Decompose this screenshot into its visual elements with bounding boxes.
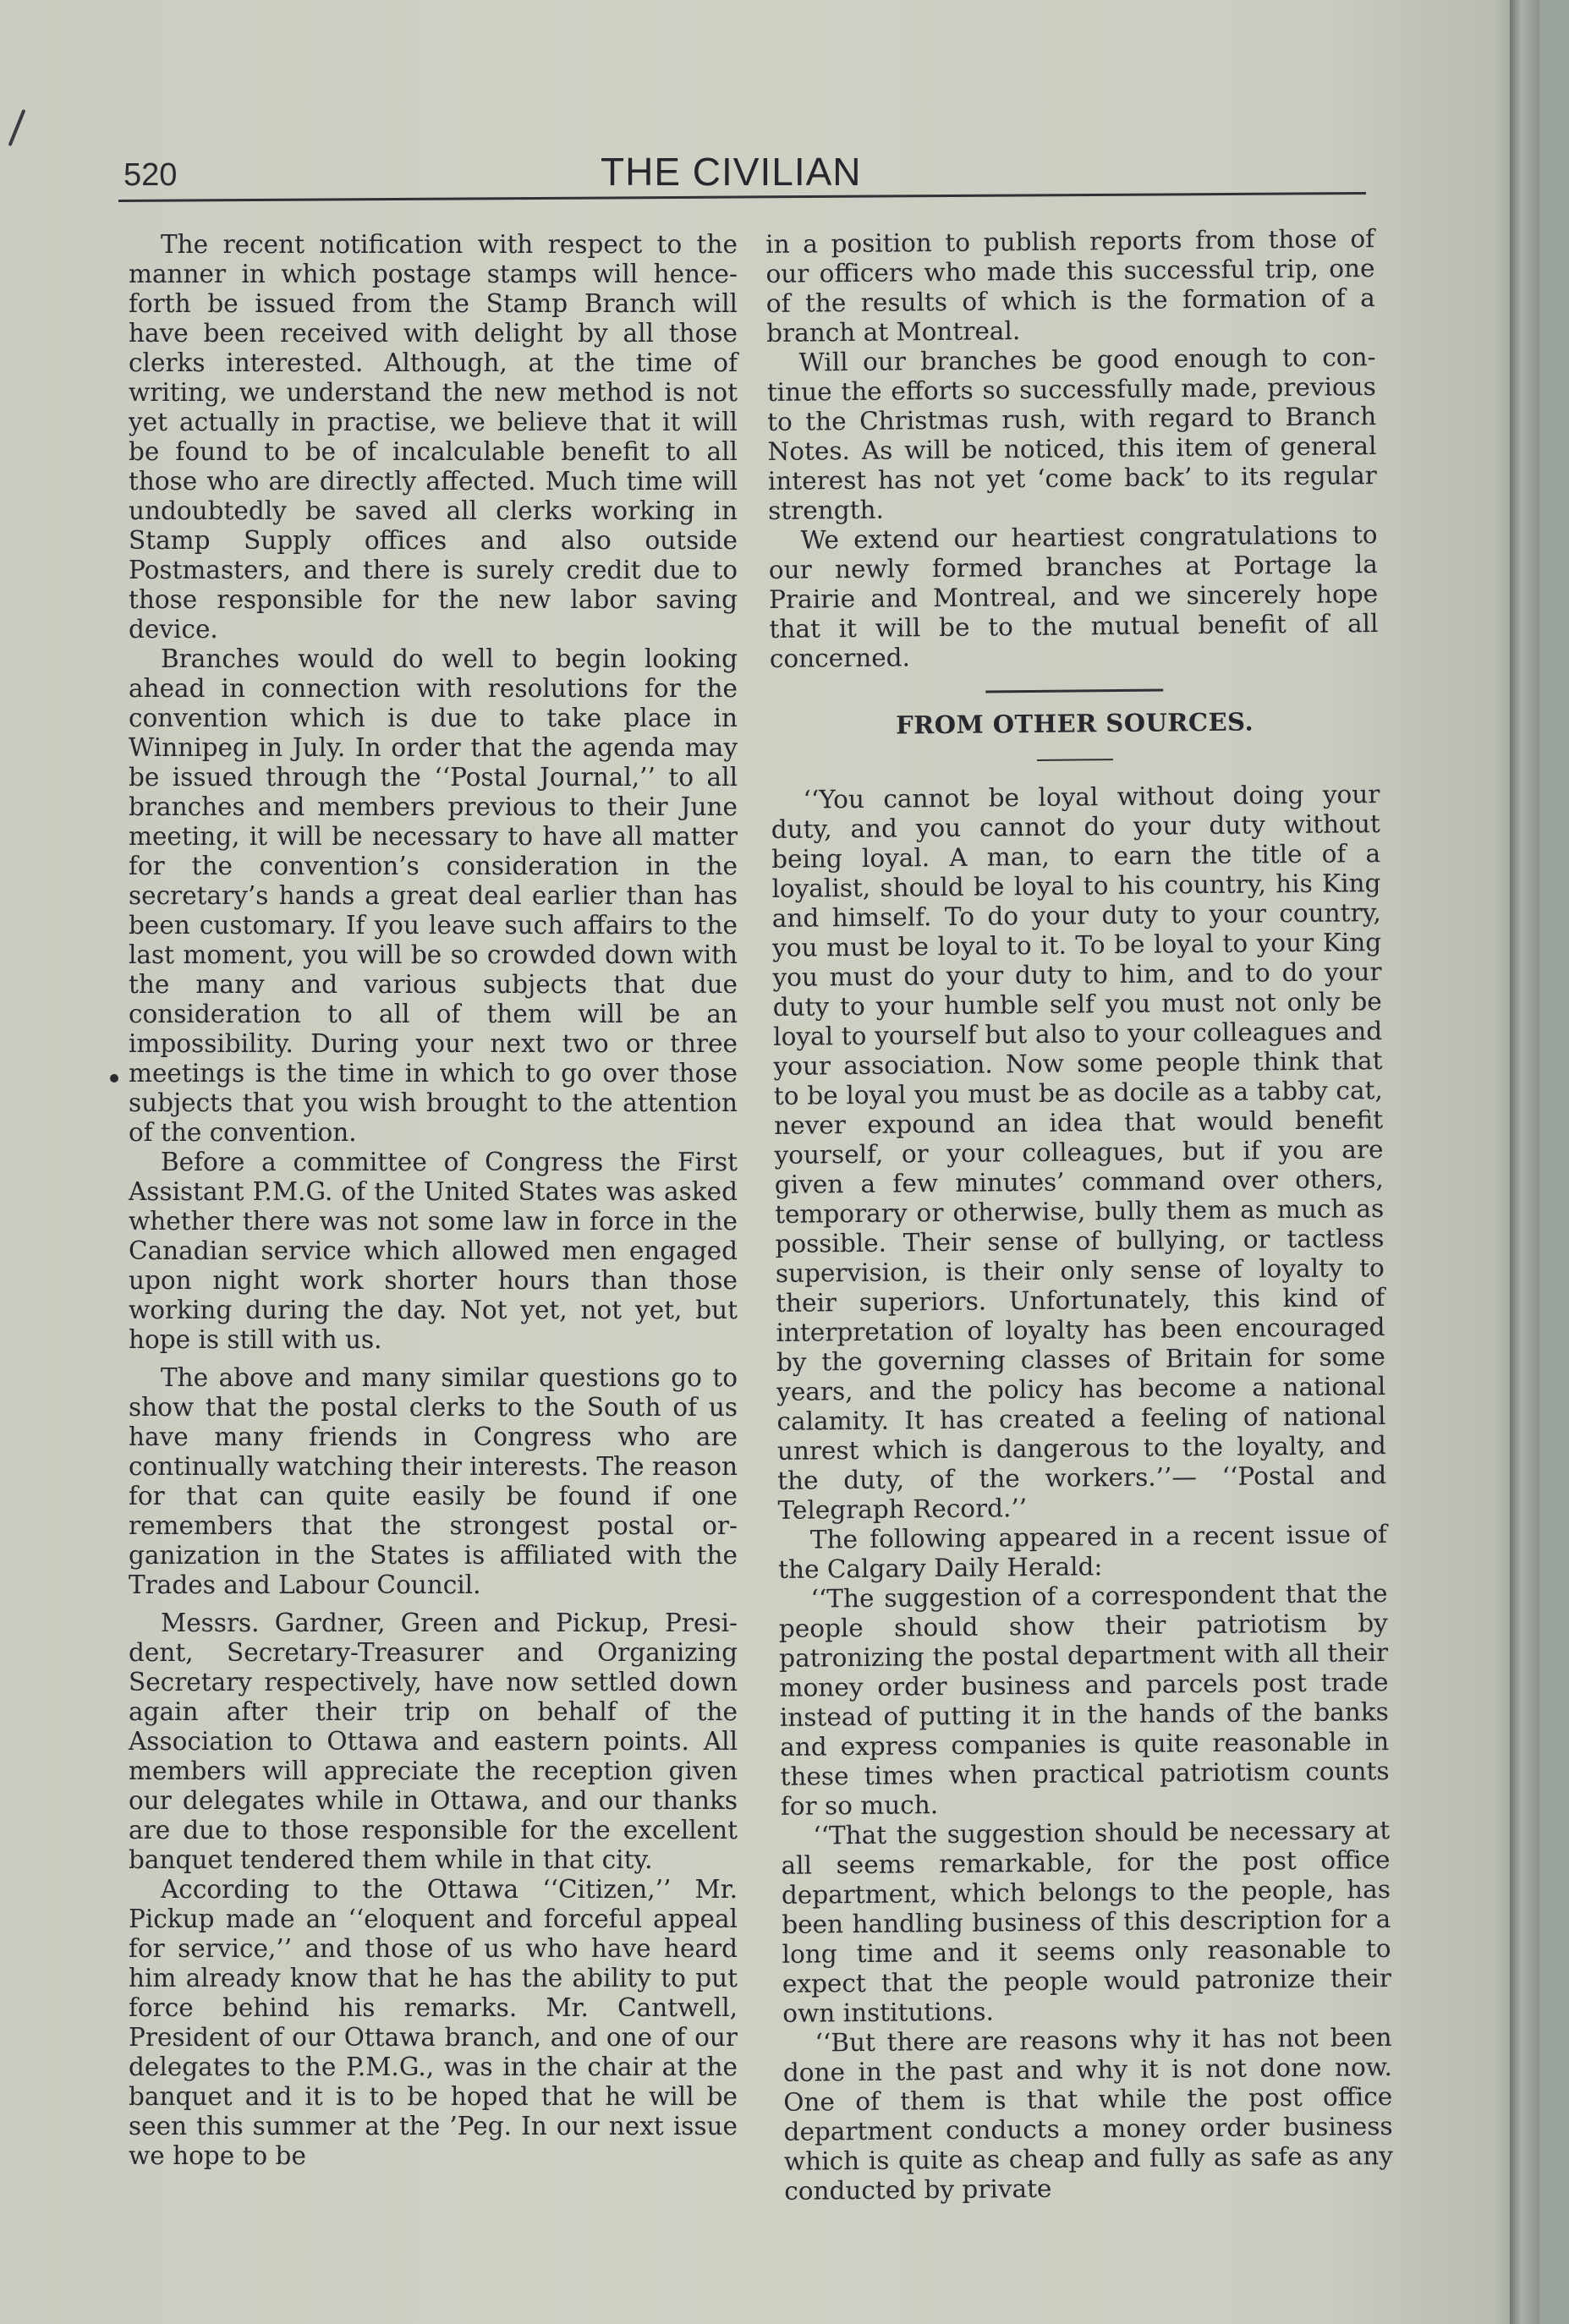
section-rule-small (1037, 759, 1113, 761)
left-column (129, 230, 738, 2171)
paragraph: The following appeared in a recent issue of the Calgary Daily Herald: (778, 1520, 1387, 1584)
page-number: 520 (123, 157, 178, 193)
paragraph: According to the Ottawa ‘‘Citizen,’’ Mr. Pickup made an ‘‘eloquent and forceful appeal for service,’’ and those of us who have heard him already know that he has the ability to put force behind his remarks. Mr. Cantwell, President of our Ottawa branch, and one of our delegates to the P.M.G., was in the chair at the banquet and it is to be hoped that he will be seen this summer at the ’Peg. In our next issue we hope to be (129, 1875, 738, 2170)
paragraph: ‘‘The suggestion of a correspondent that the people should show their patriotism by patronizing the postal department with all their money order business and parcels post trade instead of putting it in the hands of the banks and express companies is quite reasonable in these times when practical patriotism counts for so much. (778, 1579, 1390, 1821)
paragraph: Messrs. Gardner, Green and Pickup, President, Secretary-Treasurer and Organizing Secretary respectively, have now settled down again after their trip on behalf of the Association to Ottawa and eastern points. All members will appreciate the reception given our delegates while in Ottawa, and our thanks are due to those responsible for the excellent banquet tendered them while in that city. (129, 1609, 738, 1874)
paragraph: We extend our heartiest congratulations to our newly formed branches at Portage la Prairie and Montreal, and we sincerely hope that it will be to the mutual benefit of all concerned. (768, 520, 1379, 673)
paragraph: The recent notification with respect to the manner in which postage stamps will henceforth be issued from the Stamp Branch will have been received with delight by all those clerks interested. Although, at the time of writing, we understand the new method is not yet actually in practise, we believe that it will be found to be of incalculable benefit to all those who are directly affected. Much time will undoubtedly be saved all clerks working in Stamp Supply offices and also outside Postmasters, and there is surely credit due to those responsible for the new labor saving device. (129, 230, 738, 644)
paragraph: Will our branches be good enough to continue the efforts so successfully made, previous to the Christmas rush, with regard to Branch Notes. As will be noticed, this item of general interest has not yet ‘come back’ to its regular strength. (766, 343, 1377, 525)
paragraph: ‘‘That the suggestion should be necessary at all seems remarkable, for the post office department, which belongs to the people, has been handling business of this description for a long time and it seems only reasonable to expect that the people would patronize their own institutions. (781, 1816, 1392, 2028)
margin-mark (110, 1074, 118, 1083)
running-title: THE CIVILIAN (601, 150, 862, 194)
paragraph: in a position to publish reports from those of our officers who made this successful trip, one of the results of which is the formation of a branch at Montreal. (765, 224, 1375, 348)
paragraph: Before a committee of Congress the First Assistant P.M.G. of the United States was asked whether there was not some law in force in the Canadian service which allowed men engaged upon night work shorter hours than those working during the day. Not yet, not yet, but hope is still with us. (129, 1148, 738, 1354)
paragraph: ‘‘You cannot be loyal without doing your duty, and you cannot do your duty without being loyal. A man, to earn the title of a loyalist, should be loyal to his country, his King and himself. To do your duty to your country, you must be loyal to it. To be loyal to your King you must do your duty to him, and to do your duty to your humble self you must not only be loyal to yourself but also to your colleagues and your association. Now some people think that to be loyal you must be as docile as a tabby cat, never expound an idea that would benefit yourself, or your colleagues, but if you are given a few minutes’ command over others, temporary or otherwise, bully them as much as possible. Their sense of bullying, or tactless supervision, is their only sense of loyalty to their superiors. Unfortunately, this kind of interpretation of loyalty has been encouraged by the governing classes of Britain for some years, and the policy has become a national calamity. It has created a feeling of national unrest which is dangerous to the loyalty, and the duty, of the workers.’’— ‘‘Postal and Telegraph Record.’’ (771, 780, 1387, 1525)
section-heading: FROM OTHER SOURCES. (895, 707, 1254, 740)
section-rule (985, 689, 1163, 693)
binding-edge (1510, 0, 1539, 2324)
right-column (765, 224, 1393, 2206)
paragraph: ‘‘But there are reasons why it has not been done in the past and why it is not done now. One of them is that while the post office department conducts a money order business which is quite as cheap and fully as safe as any conducted by private (782, 2022, 1394, 2206)
pen-mark (8, 109, 26, 146)
paragraph: Branches would do well to begin looking ahead in connection with resolutions for the convention which is due to take place in Winnipeg in July. In order that the agenda may be issued through the ‘‘Postal Journal,’’ to all branches and members previous to their June meeting, it will be necessary to have all matter for the convention’s consideration in the secretary’s hands a great deal earlier than has been customary. If you leave such affairs to the last moment, you will be so crowded down with the many and various subjects that due consideration to all of them will be an impossibility. During your next two or three meetings is the time in which to go over those subjects that you wish brought to the attention of the convention. (129, 644, 738, 1147)
paragraph: The above and many similar questions go to show that the postal clerks to the South of us have many friends in Congress who are continually watching their interests. The reason for that can quite easily be found if one remembers that the strongest postal organization in the States is affiliated with the Trades and Labour Council. (129, 1363, 738, 1599)
